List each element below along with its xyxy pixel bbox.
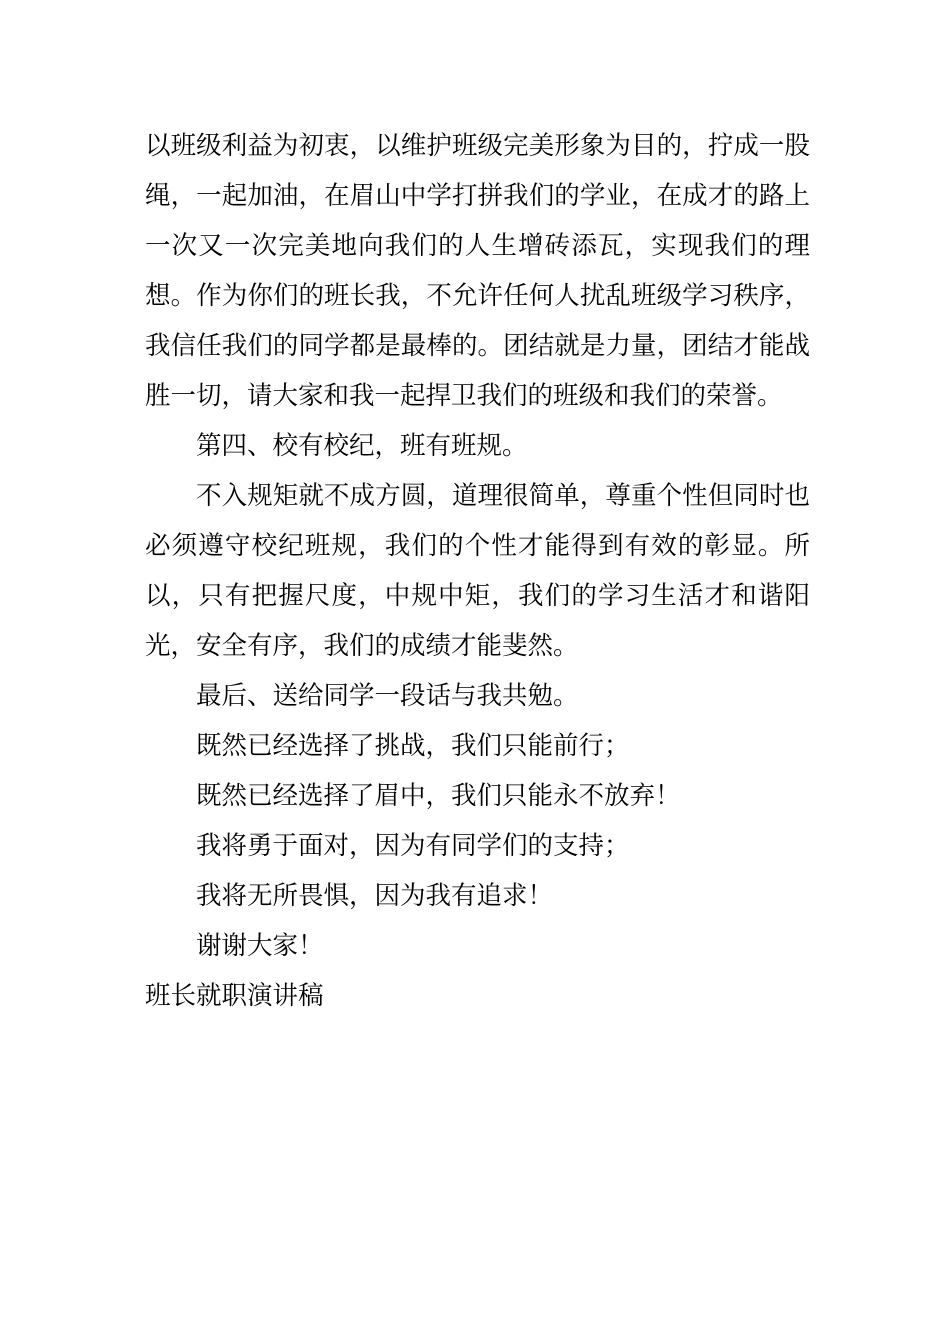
paragraph-continued: 以班级利益为初衷，以维护班级完美形象为目的，拧成一股绳，一起加油，在眉山中学打拼我们的学业，在成才的路上一次又一次完美地向我们的人生增砖添瓦，实现我们的理想。作为你们的班长我，不允许任何人扰乱班级学习秩序，我信任我们的同学都是最棒的。团结就是力量，团结才能战胜一切，请大家和我一起捍卫我们的班级和我们的荣誉。 [145,131,810,411]
section-heading-fourth: 第四、校有校纪，班有班规。 [196,431,528,461]
document-body [145,121,810,1021]
document-title: 班长就职演讲稿 [145,981,324,1011]
verse-line-1: 既然已经选择了挑战，我们只能前行； [196,731,630,761]
verse-line-2: 既然已经选择了眉中，我们只能永不放弃！ [196,781,681,811]
paragraph-rules: 不入规矩就不成方圆，道理很简单，尊重个性但同时也必须遵守校纪班规，我们的个性才能得到有效的彰显。所以，只有把握尺度，中规中矩，我们的学习生活才和谐阳光，安全有序，我们的成绩才能斐然。 [145,481,810,661]
closing-thanks: 谢谢大家！ [196,931,324,961]
verse-line-4: 我将无所畏惧，因为我有追求！ [196,881,554,911]
verse-line-3: 我将勇于面对，因为有同学们的支持； [196,831,630,861]
section-heading-last: 最后、送给同学一段话与我共勉。 [196,681,579,711]
